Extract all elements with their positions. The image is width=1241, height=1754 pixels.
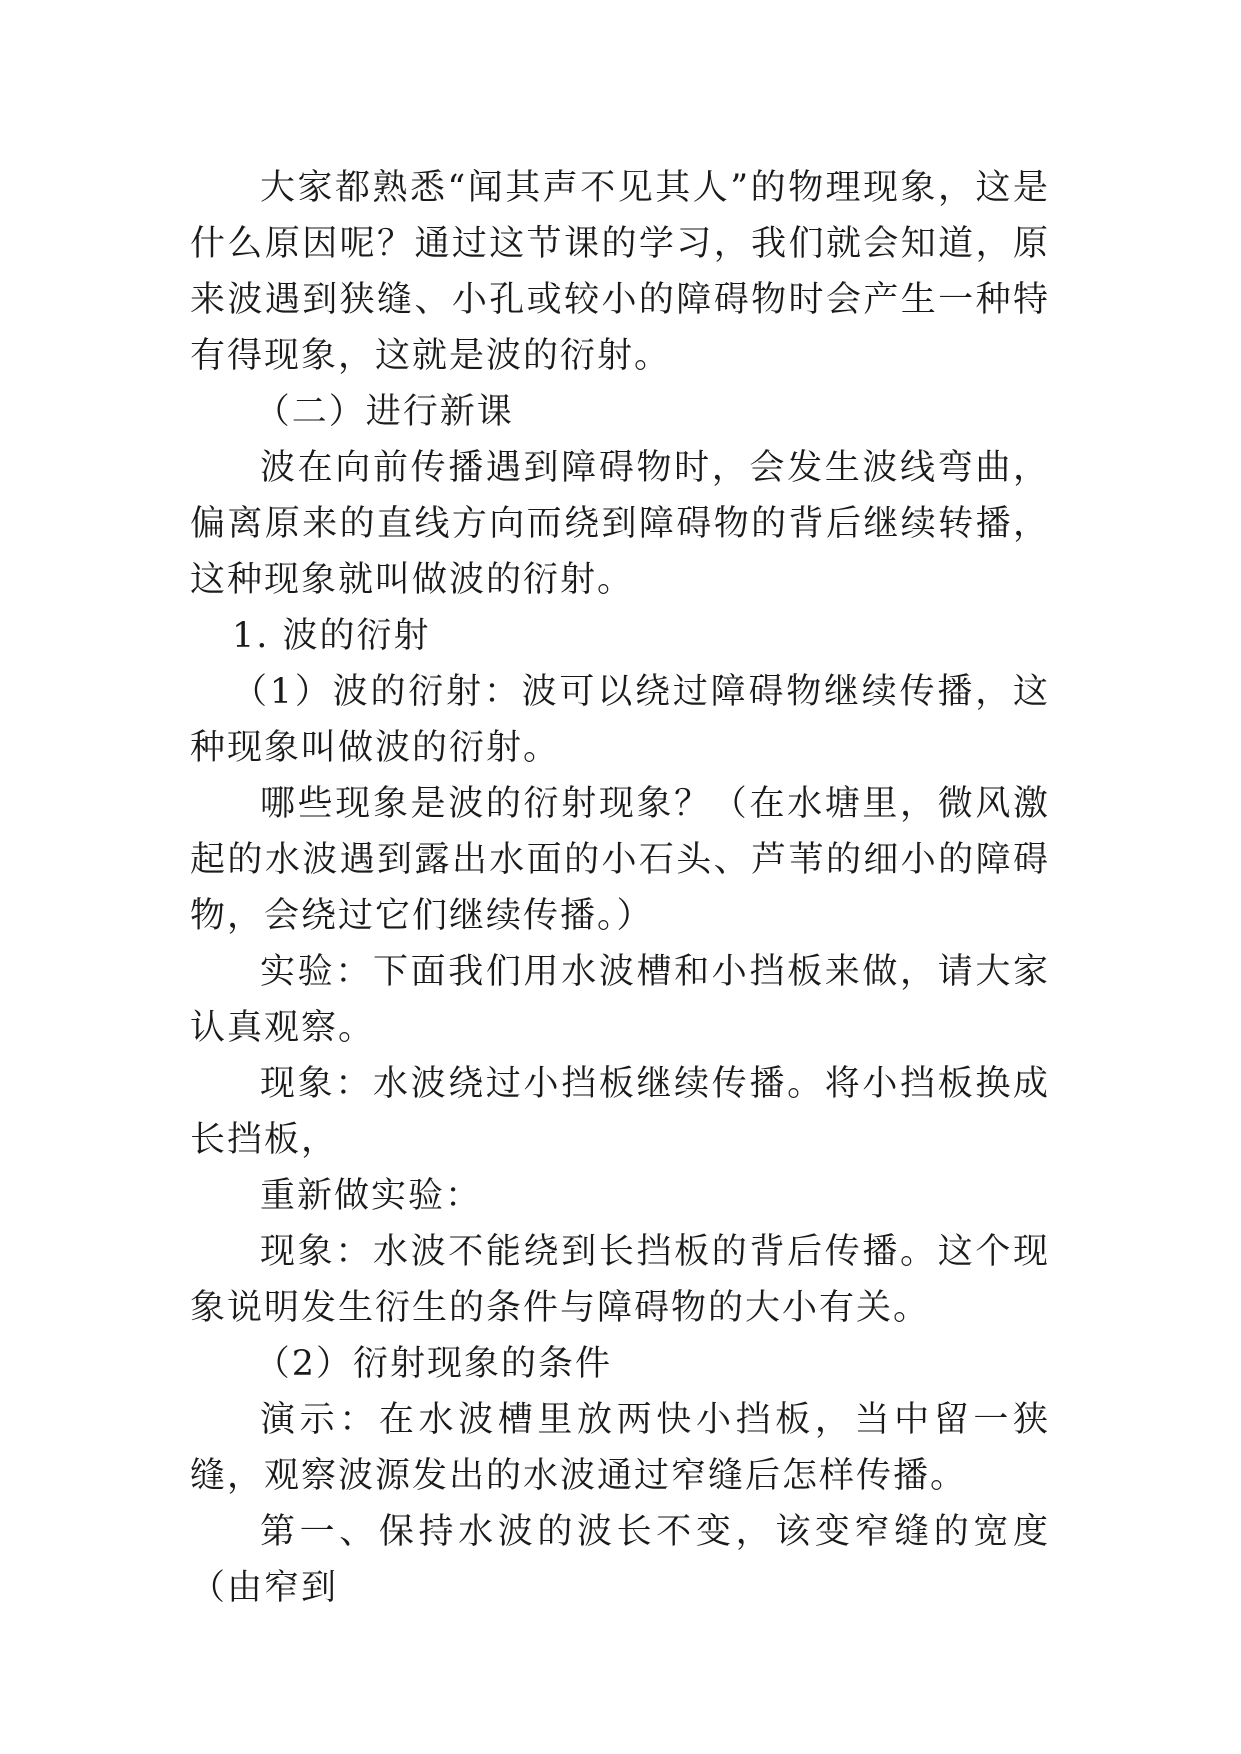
paragraph-definition: 波在向前传播遇到障碍物时，会发生波线弯曲，偏离原来的直线方向而绕到障碍物的背后继续转播，这种现象就叫做波的衍射。 xyxy=(190,448,1050,600)
heading-diffraction-conditions: （2）衍射现象的条件 xyxy=(254,1344,613,1384)
paragraph-diffraction-term: （1）波的衍射：波可以绕过障碍物继续传播，这种现象叫做波的衍射。 xyxy=(190,672,1050,768)
paragraph-first-step: 第一、保持水波的波长不变，该变窄缝的宽度（由窄到 xyxy=(190,1512,1050,1608)
document-body xyxy=(190,160,1050,1616)
section-heading-new-lesson: （二）进行新课 xyxy=(254,392,514,432)
paragraph-intro: 大家都熟悉“闻其声不见其人”的物理现象，这是什么原因呢？通过这节课的学习，我们就会知道，原来波遇到狭缝、小孔或较小的障碍物时会产生一种特有得现象，这就是波的衍射。 xyxy=(190,168,1050,376)
paragraph-phenomenon-1: 现象：水波绕过小挡板继续传播。将小挡板换成长挡板， xyxy=(190,1064,1050,1160)
paragraph-demo: 演示：在水波槽里放两快小挡板，当中留一狭缝，观察波源发出的水波通过窄缝后怎样传播。 xyxy=(190,1400,1050,1496)
paragraph-redo: 重新做实验： xyxy=(260,1176,483,1216)
paragraph-experiment: 实验：下面我们用水波槽和小挡板来做，请大家认真观察。 xyxy=(190,952,1050,1048)
heading-wave-diffraction: 1. 波的衍射 xyxy=(232,616,431,656)
paragraph-phenomenon-2: 现象：水波不能绕到长挡板的背后传播。这个现象说明发生衍生的条件与障碍物的大小有关。 xyxy=(190,1232,1050,1328)
paragraph-question: 哪些现象是波的衍射现象？（在水塘里，微风激起的水波遇到露出水面的小石头、芦苇的细小的障碍物，会绕过它们继续传播。） xyxy=(190,784,1050,936)
